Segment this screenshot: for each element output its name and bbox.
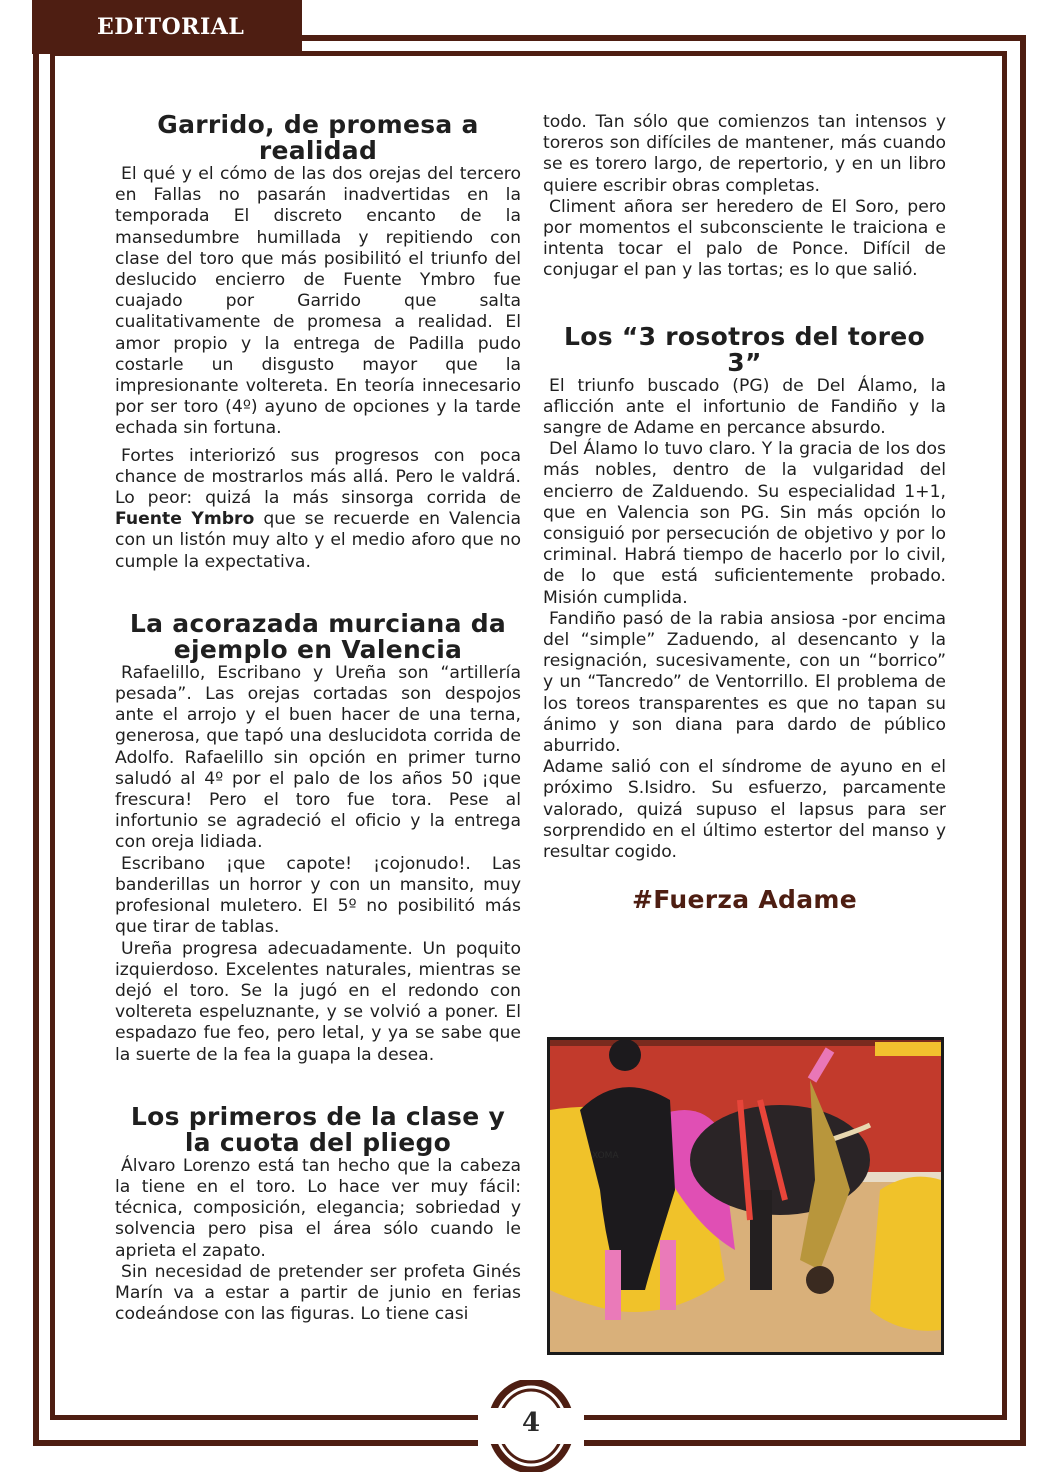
article-paragraph: Rafaelillo, Escribano y Ureña son “artillería pesada”. Las orejas cortadas son despojos ante el arrojo y el buen hacer de una terna, generosa, que tapó una deslucidota corrida de Adolfo. Rafaelillo sin opción en primer turno saludó al 4º por el palo de los años 50 ¡que frescura! Pero el toro fue tora. Pese al infortunio se agradeció el oficio y la entrega con oreja lidiada.	[115, 662, 521, 853]
article-paragraph	[115, 446, 521, 573]
article-paragraph: Sin necesidad de pretender ser profeta Ginés Marín va a estar a partir de junio en ferias codeándose con las figuras. Lo tiene casi	[115, 1261, 521, 1325]
article-paragraph: Fandiño pasó de la rabia ansiosa -por encima del “simple” Zaduendo, al desencanto y la resignación, sucesivamente, con un “borrico” y un “Tancredo” de Ventorrillo. El problema de los toreos transparentes es que no tapan su ánimo y son diana para dardo de público aburrido.	[543, 608, 946, 757]
article-title: Los “3 rosotros del toreo 3”	[563, 321, 926, 377]
article-title: Garrido, de promesa a realidad	[157, 110, 479, 165]
section-title: EDITORIAL	[97, 14, 245, 40]
column-right	[543, 112, 946, 913]
article-paragraph: El triunfo buscado (PG) de Del Álamo, la aflicción ante el infortunio de Fandiño y la sangre de Adame en percance absurdo.	[543, 375, 946, 439]
text-run: que se recuerde en Valencia con un listón muy alto y el medio aforo que no cumple la expectativa.	[115, 509, 521, 572]
bull-leg	[750, 1190, 772, 1290]
torero-head	[806, 1266, 834, 1294]
article-paragraph: El qué y el cómo de las dos orejas del tercero en Fallas no pasarán inadvertidas en la temporada El discreto encanto de la mansedumbre humillada y repitiendo con clase del toro que más posibilitó el triunfo del deslucido encierro de Fuente Ymbro fue cuajado por Garrido que salta cualitativamente de promesa a realidad. El amor propio y la entrega de Padilla pudo costarle un disgusto mayor que la impresionante voltereta. En teoría innecesario por ser toro (4º) ayuno de opciones y la tarde echada sin fortuna.	[115, 164, 521, 439]
page-number: 4	[521, 1408, 541, 1438]
article-paragraph: Álvaro Lorenzo está tan hecho que la cabeza la tiene en el toro. Lo hace ver muy fácil: técnica, composición, elegancia; sobriedad y solvencia pero pisa el área sólo cuando le aprieta el zapato.	[115, 1155, 521, 1261]
article-paragraph: Adame salió con el síndrome de ayuno en el próximo S.Isidro. Su esfuerzo, parcamente valorado, quizá supuso el lapsus para ser sorprendido en el último estertor del manso y resultar cogido.	[543, 757, 946, 863]
article-paragraph: Del Álamo lo tuvo claro. Y la gracia de los dos más nobles, dentro de la vulgaridad del encierro de Zalduendo. Su especialidad 1+1, que en Valencia son PG. Sin más opción lo consiguió por persecución de objetivo y por lo criminal. Habrá tiempo de hacerlo por lo civil, de lo que está suficientemente probado. Misión cumplida.	[543, 439, 946, 608]
pink-stocking	[660, 1240, 676, 1310]
article-paragraph: Ureña progresa adecuadamente. Un poquito izquierdoso. Excelentes naturales, mientras se dejó el toro. Se la jugó en el redondo con voltereta espeluznante, y se volvió a poner. El espadazo fue feo, pero letal, y ya se sabe que la suerte de la fea la guapa la desea.	[115, 938, 521, 1065]
text-run: Fortes interiorizó sus progresos con poca chance de mostrarlos más allá. Pero le valdrá. Lo peor: quizá la más sinsorga corrida de	[115, 445, 521, 509]
second-cape	[870, 1177, 941, 1331]
bullfight-photo	[547, 1037, 944, 1355]
article-paragraph: Climent añora ser heredero de El Soro, pero por momentos el subconsciente le traiciona e intenta tocar el palo de Ponce. Difícil de conjugar el pan y las tortas; es lo que salió.	[543, 196, 946, 281]
hashtag-title: #Fuerza Adame	[631, 885, 857, 915]
yellow-sign	[875, 1042, 941, 1056]
pink-stocking	[605, 1250, 621, 1320]
section-header	[32, 0, 302, 54]
page-number-badge	[485, 1380, 577, 1472]
bold-name: Fuente Ymbro	[115, 509, 255, 530]
column-left	[115, 112, 521, 1325]
torero-standing-head	[609, 1040, 641, 1071]
photo-illustration	[550, 1040, 941, 1352]
article-paragraph: Escribano ¡que capote! ¡cojonudo!. Las banderillas un horror y con un mansito, muy profesional muletero. El 5º no posibilitó más que tirar de tablas.	[115, 853, 521, 938]
article-paragraph: todo. Tan sólo que comienzos tan intensos y toreros son difíciles de mantener, más cuando se es torero largo, de repertorio, y en un libro quiere escribir obras completas.	[543, 112, 946, 196]
article-title: Los primeros de la clase y la cuota del pliego	[130, 1101, 506, 1157]
cape-text: XOMA	[592, 1151, 619, 1161]
article-title: La acorazada murciana da ejemplo en Valencia	[129, 608, 507, 664]
